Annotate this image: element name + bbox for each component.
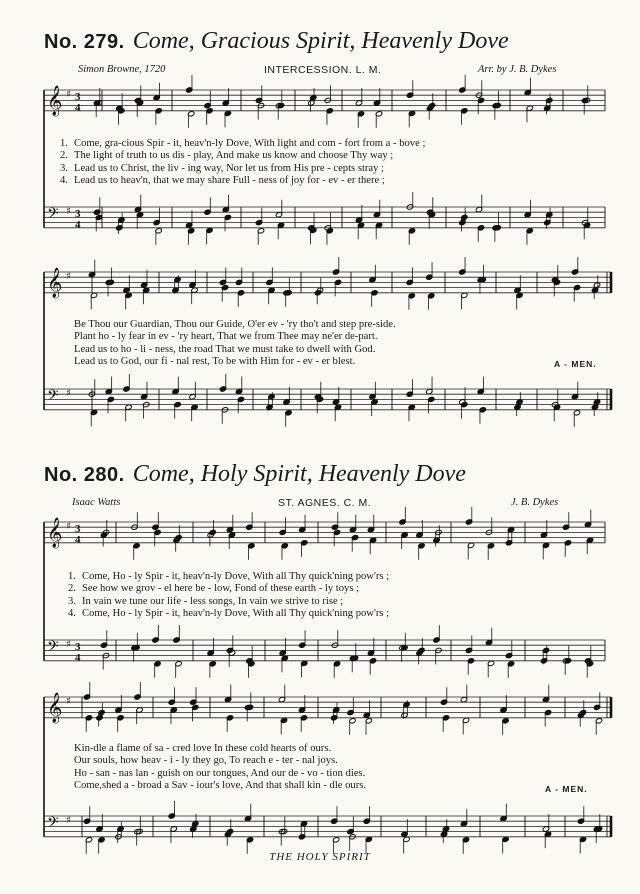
time-signature: 4: [75, 652, 81, 664]
hymn-280-tune: ST. AGNES. C. M.: [278, 497, 372, 509]
verse-number: 1.: [68, 571, 76, 582]
hymn-280-heading: [44, 461, 466, 488]
clef-glyph: 𝄢: [47, 387, 59, 408]
clef-glyph: 𝄞: [47, 268, 63, 298]
verse-text: Our souls, how heav - i - ly they go, To reach e - ter - nal joys.: [74, 755, 338, 767]
hymn-280-title: Come, Holy Spirit, Heavenly Dove: [132, 461, 466, 487]
clef-glyph: 𝄢: [47, 205, 59, 226]
hymn-279-amen: A - MEN.: [554, 359, 597, 369]
verse-line: [60, 163, 425, 175]
hymn-279-author: Simon Browne, 1720: [78, 64, 166, 75]
verse-text: Kin-dle a flame of sa - cred love In these cold hearts of ours.: [74, 743, 332, 754]
key-signature: ♯: [66, 815, 71, 826]
time-signature: 4: [75, 219, 81, 231]
clef-glyph: 𝄞: [47, 518, 63, 548]
hymn-280-author: Isaac Watts: [72, 497, 121, 508]
time-signature: 4: [75, 534, 81, 546]
verse-text: Come, gra-cious Spir - it, heav'n-ly Dove, With light and com - fort from a - bove ;: [74, 138, 426, 149]
key-signature: ♯: [66, 89, 71, 100]
verse-number: 3.: [60, 162, 68, 174]
hymn-280-verses-line2: [74, 743, 366, 793]
verse-text: Come, Ho - ly Spir - it, heav'n-ly Dove, With all Thy quick'ning pow'rs ;: [82, 571, 390, 582]
verse-number: 3.: [68, 595, 76, 607]
verse-text: Come, Ho - ly Spir - it, heav'n-ly Dove, With all Thy quick'ning pow'rs ;: [82, 608, 390, 620]
verse-line: [60, 138, 425, 150]
hymn-280-number: No. 280.: [44, 464, 125, 486]
hymn-279-title: Come, Gracious Spirit, Heavenly Dove: [132, 28, 509, 54]
clef-glyph: 𝄢: [47, 814, 59, 835]
clef-glyph: 𝄞: [47, 693, 63, 723]
verse-text: See how we grov - el here be - low, Fond of these earth - ly toys ;: [82, 583, 360, 595]
verse-text: Be Thou our Guardian, Thou our Guide, O'er ev - 'ry tho't and step pre-side.: [74, 319, 396, 330]
verse-text: Lead us to Christ, the liv - ing way, Nor let us from His pre - cepts stray ;: [74, 162, 385, 174]
hymn-279-arranger: Arr. by J. B. Dykes: [478, 64, 557, 75]
hymn-279-verses-line2: [74, 319, 396, 369]
hymn-279-heading: [44, 28, 509, 55]
key-signature: ♯: [66, 521, 71, 532]
clef-glyph: 𝄞: [47, 86, 63, 116]
verse-text: Come,shed a - broad a Sav - iour's love, And that shall kin - dle ours.: [74, 780, 367, 792]
clef-glyph: 𝄢: [47, 638, 59, 659]
verse-text: Lead us to ho - li - ness, the road That we must take to dwell with God.: [74, 343, 376, 355]
verse-number: 1.: [60, 138, 68, 149]
key-signature: ♯: [66, 271, 71, 282]
verse-text: Ho - san - nas lan - guish on our tongues, And our de - vo - tion dies.: [74, 767, 366, 779]
verse-text: Plant ho - ly fear in ev - 'ry heart, That we from Thee may ne'er de-part.: [74, 331, 378, 343]
time-signature: 3: [75, 91, 81, 103]
key-signature: ♯: [66, 388, 71, 399]
verse-text: In vain we tune our life - less songs, In vain we strive to rise ;: [82, 595, 344, 607]
verse-line: [68, 596, 389, 608]
verse-number: 4.: [60, 175, 68, 187]
key-signature: ♯: [66, 639, 71, 650]
verse-text: Lead us to heav'n, that we may share Full - ness of joy for - ev - er there ;: [74, 175, 385, 187]
verse-line: [68, 571, 389, 583]
time-signature: 4: [75, 102, 81, 114]
verse-line: [60, 175, 425, 187]
verse-line: [60, 150, 425, 162]
verse-line: [68, 608, 389, 620]
key-signature: ♯: [66, 696, 71, 707]
verse-text: The light of truth to us dis - play, And make us know and choose Thy way ;: [74, 150, 394, 162]
hymn-280-composer: J. B. Dykes: [511, 497, 559, 508]
hymn-280-verses-line1: [68, 571, 389, 621]
time-signature: 3: [75, 641, 81, 653]
verse-number: 2.: [68, 583, 76, 595]
hymn-280-amen: A - MEN.: [545, 784, 588, 794]
verse-text: Lead us to God, our fi - nal rest, To be with Him for - ev - er blest.: [74, 356, 356, 368]
time-signature: 3: [75, 208, 81, 220]
verse-number: 2.: [60, 150, 68, 162]
key-signature: ♯: [66, 206, 71, 217]
hymn-279-verses-line1: [60, 138, 425, 188]
hymn-279-tune: INTERCESSION. L. M.: [264, 64, 382, 76]
verse-number: 4.: [68, 608, 76, 620]
verse-line: [68, 583, 389, 595]
time-signature: 3: [75, 523, 81, 535]
hymn-279-number: No. 279.: [44, 31, 125, 53]
page-footer: THE HOLY SPIRIT: [269, 851, 371, 863]
